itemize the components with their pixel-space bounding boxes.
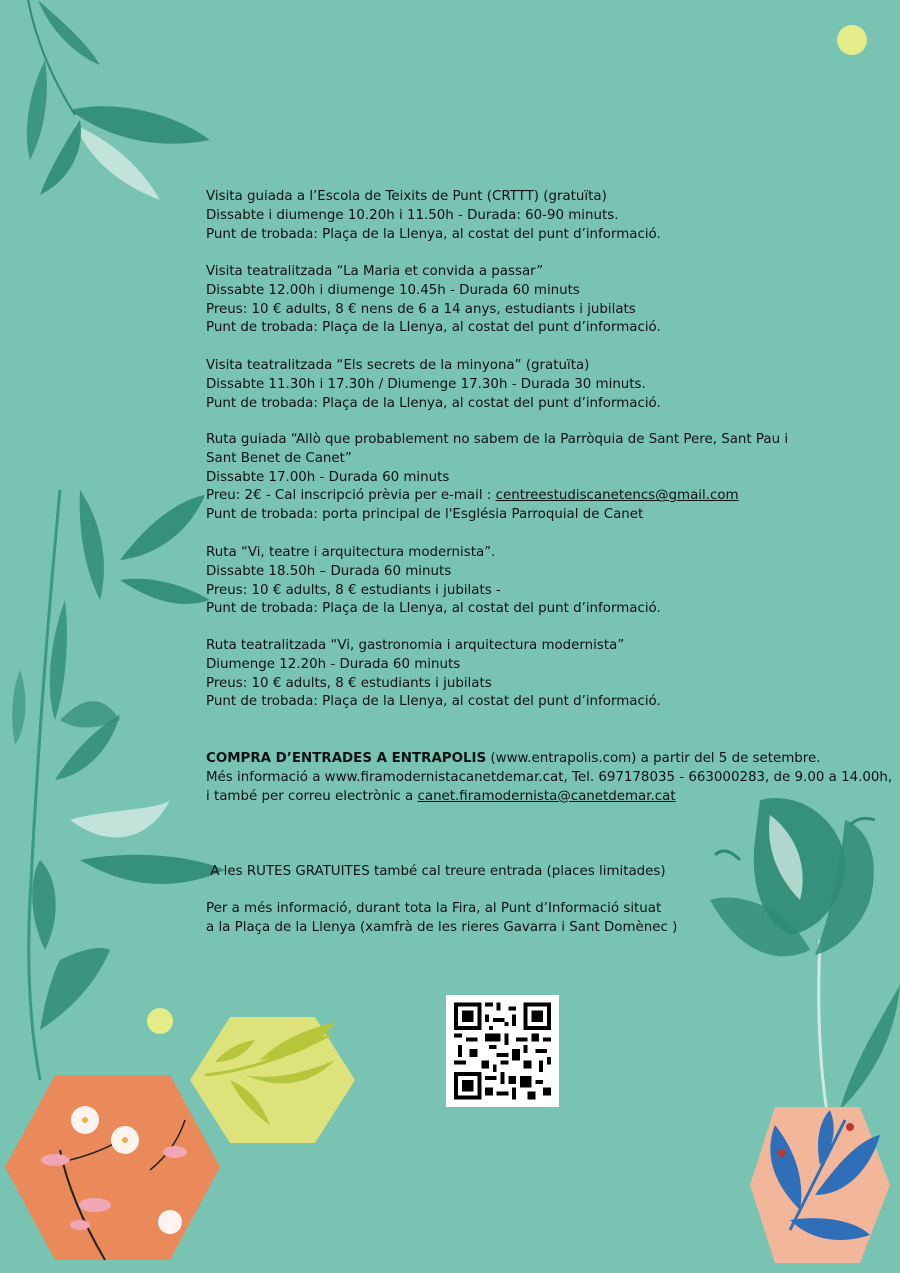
contact-email-link[interactable]: canet.firamodernista@canetdemar.cat [417,788,676,804]
right-flower-icon [710,798,900,1130]
top-left-leaves-icon [27,0,210,200]
event-price: Preus: 10 € adults, 8 € estudiants i jubilats [206,675,492,691]
event-section-vi-gastronomia [206,637,661,712]
event-title: Ruta teatralitzada “Vi, gastronomia i arquitectura modernista” [206,638,625,653]
peach-hexagon-icon [750,1107,890,1263]
orange-hexagon-icon [5,1075,220,1260]
event-meeting-point: Punt de trobada: porta principal de l'Església Parroquial de Canet [206,507,644,523]
event-price [206,487,788,506]
event-schedule: Dissabte 17.00h - Durada 60 minuts [206,469,450,485]
event-title: Visita teatralitzada “Els secrets de la minyona” (gratuïta) [206,358,590,373]
event-section-vi-teatre [206,544,661,619]
event-title: Ruta guiada “Allò que probablement no sabem de la Parròquia de Sant Pere, Sant Pau i [206,432,789,447]
event-title: Visita guiada a l’Escola de Teixits de Punt (CRTTT) (gratuïta) [206,189,607,204]
event-section-minyona [206,357,661,413]
event-section-crttt [206,188,661,244]
event-meeting-point: Punt de trobada: Plaça de la Llenya, al costat del punt d’informació. [206,694,661,710]
info-point-line: a la Plaça de la Llenya (xamfrà de les rieres Gavarra i Sant Domènec ) [206,919,678,935]
event-meeting-point: Punt de trobada: Plaça de la Llenya, al costat del punt d’informació. [206,226,661,242]
qr-code-icon[interactable] [446,995,559,1107]
registration-email-link[interactable]: centreestudiscanetencs@gmail.com [495,488,739,504]
event-schedule: Dissabte i diumenge 10.20h i 11.50h - Durada: 60-90 minuts. [206,207,619,223]
tickets-detail: (www.entrapolis.com) a partir del 5 de setembre. [486,751,821,766]
event-schedule: Dissabte 11.30h i 17.30h / Diumenge 17.30h - Durada 30 minuts. [206,376,646,392]
event-section-parroquia [206,431,788,525]
contact-email-line [206,788,892,807]
lime-hexagon-icon [190,1017,355,1143]
event-price: Preus: 10 € adults, 8 € nens de 6 a 14 anys, estudiants i jubilats [206,301,636,317]
yellow-dot-icon [837,25,867,55]
free-routes-text: A les RUTES GRATUITES també cal treure entrada (places limitades) [206,863,666,879]
tickets-line [206,750,892,769]
event-schedule: Dissabte 12.00h i diumenge 10.45h - Durada 60 minuts [206,282,580,298]
tickets-heading: COMPRA D’ENTRADES A ENTRAPOLIS [206,751,487,766]
info-point [206,900,677,938]
event-meeting-point: Punt de trobada: Plaça de la Llenya, al costat del punt d’informació. [206,320,661,336]
contact-info: Més informació a www.firamodernistacanetdemar.cat, Tel. 697178035 - 663000283, de 9.00 a 14.00h, [206,769,893,785]
event-meeting-point: Punt de trobada: Plaça de la Llenya, al costat del punt d’informació. [206,395,661,411]
left-vine-icon [12,490,225,1080]
yellow-dot-icon [147,1008,173,1034]
info-point-line: Per a més informació, durant tota la Fira, al Punt d’Informació situat [206,901,662,916]
event-section-maria [206,263,661,338]
event-title: Ruta “Vi, teatre i arquitectura modernista”. [206,545,496,560]
qr-code-graphic [446,995,559,1107]
tickets-info [206,750,892,806]
event-price-text: Preu: 2€ - Cal inscripció prèvia per e-mail : [206,488,496,504]
event-schedule: Diumenge 12.20h - Durada 60 minuts [206,656,461,672]
contact-email-prefix: i també per correu electrònic a [206,788,418,804]
event-title-continued: Sant Benet de Canet” [206,450,352,466]
event-meeting-point: Punt de trobada: Plaça de la Llenya, al costat del punt d’informació. [206,601,661,617]
event-schedule: Dissabte 18.50h – Durada 60 minuts [206,563,452,579]
event-title: Visita teatralitzada “La Maria et convida a passar” [206,264,544,279]
event-price: Preus: 10 € adults, 8 € estudiants i jubilats - [206,582,501,598]
